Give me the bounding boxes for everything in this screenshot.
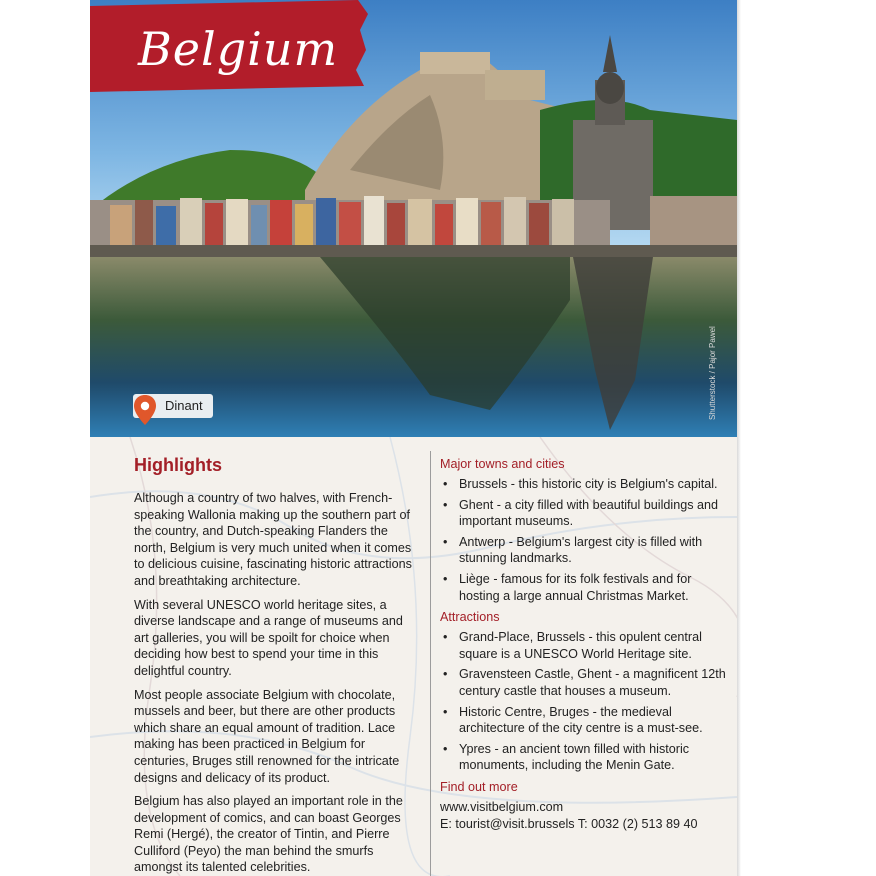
column-divider bbox=[430, 451, 431, 876]
highlights-paragraph: With several UNESCO world heritage sites, a diverse landscape and a range of museums and art galleries, you will be spoilt for choice when deciding how best to spend your time in this delightful country. bbox=[134, 597, 403, 678]
find-out-heading: Find out more bbox=[440, 779, 518, 794]
map-pin-icon bbox=[133, 394, 157, 426]
list-item: • Liège - famous for its folk festivals and for hosting a large annual Christmas Market. bbox=[440, 571, 730, 604]
location-badge bbox=[133, 394, 213, 418]
highlights-paragraph: Most people associate Belgium with chocolate, mussels and beer, but there are other products which share an equal amount of tradition. Lace making has been practiced in Belgium for centuries, Bruges still renowned for the intricate designs and delicacy of its product. bbox=[134, 687, 400, 785]
list-item: • Grand-Place, Brussels - this opulent central square is a UNESCO World Heritage site. bbox=[440, 629, 730, 662]
page-edge-shadow bbox=[737, 0, 741, 876]
highlights-heading: Highlights bbox=[134, 455, 222, 475]
highlights-paragraph: Although a country of two halves, with French-speaking Wallonia making up the southern part of the country, and Dutch-speaking Flanders the north, Belgium is very much united when it comes to delicious cuisine, fascinating historic attractions and breathtaking architecture. bbox=[134, 491, 412, 588]
list-item: • Ypres - an ancient town filled with historic monuments, including the Menin Gate. bbox=[440, 741, 730, 774]
attractions-heading: Attractions bbox=[440, 610, 500, 625]
attractions-list bbox=[440, 629, 730, 774]
page-title: Belgium bbox=[138, 22, 339, 76]
list-item: • Gravensteen Castle, Ghent - a magnificent 12th century castle that houses a museum. bbox=[440, 666, 730, 699]
highlights-column bbox=[134, 455, 419, 876]
contact-details: E: tourist@visit.brussels T: 0032 (2) 513 89 40 bbox=[440, 816, 698, 831]
towns-heading: Major towns and cities bbox=[440, 457, 565, 471]
info-column bbox=[440, 457, 730, 833]
content-area bbox=[90, 437, 737, 876]
location-label: Dinant bbox=[165, 398, 203, 413]
towns-list bbox=[440, 476, 730, 604]
photo-credit: Shutterstock / Pajor Pawel bbox=[708, 326, 717, 420]
list-item: • Ghent - a city filled with beautiful buildings and important museums. bbox=[440, 497, 730, 530]
list-item: • Antwerp - Belgium's largest city is filled with stunning landmarks. bbox=[440, 534, 730, 567]
highlights-paragraph: Belgium has also played an important role in the development of comics, and can boast Georges Remi (Hergé), the creator of Tintin, and Pierre Culliford (Peyo) the man behind the smurfs amongst its talented celebrities. bbox=[134, 794, 403, 875]
website-link[interactable]: www.visitbelgium.com bbox=[440, 799, 564, 814]
brochure-page bbox=[90, 0, 737, 876]
list-item: • Brussels - this historic city is Belgium's capital. bbox=[440, 476, 730, 493]
hero-photo bbox=[90, 0, 737, 437]
list-item: • Historic Centre, Bruges - the medieval architecture of the city centre is a must-see. bbox=[440, 704, 730, 737]
